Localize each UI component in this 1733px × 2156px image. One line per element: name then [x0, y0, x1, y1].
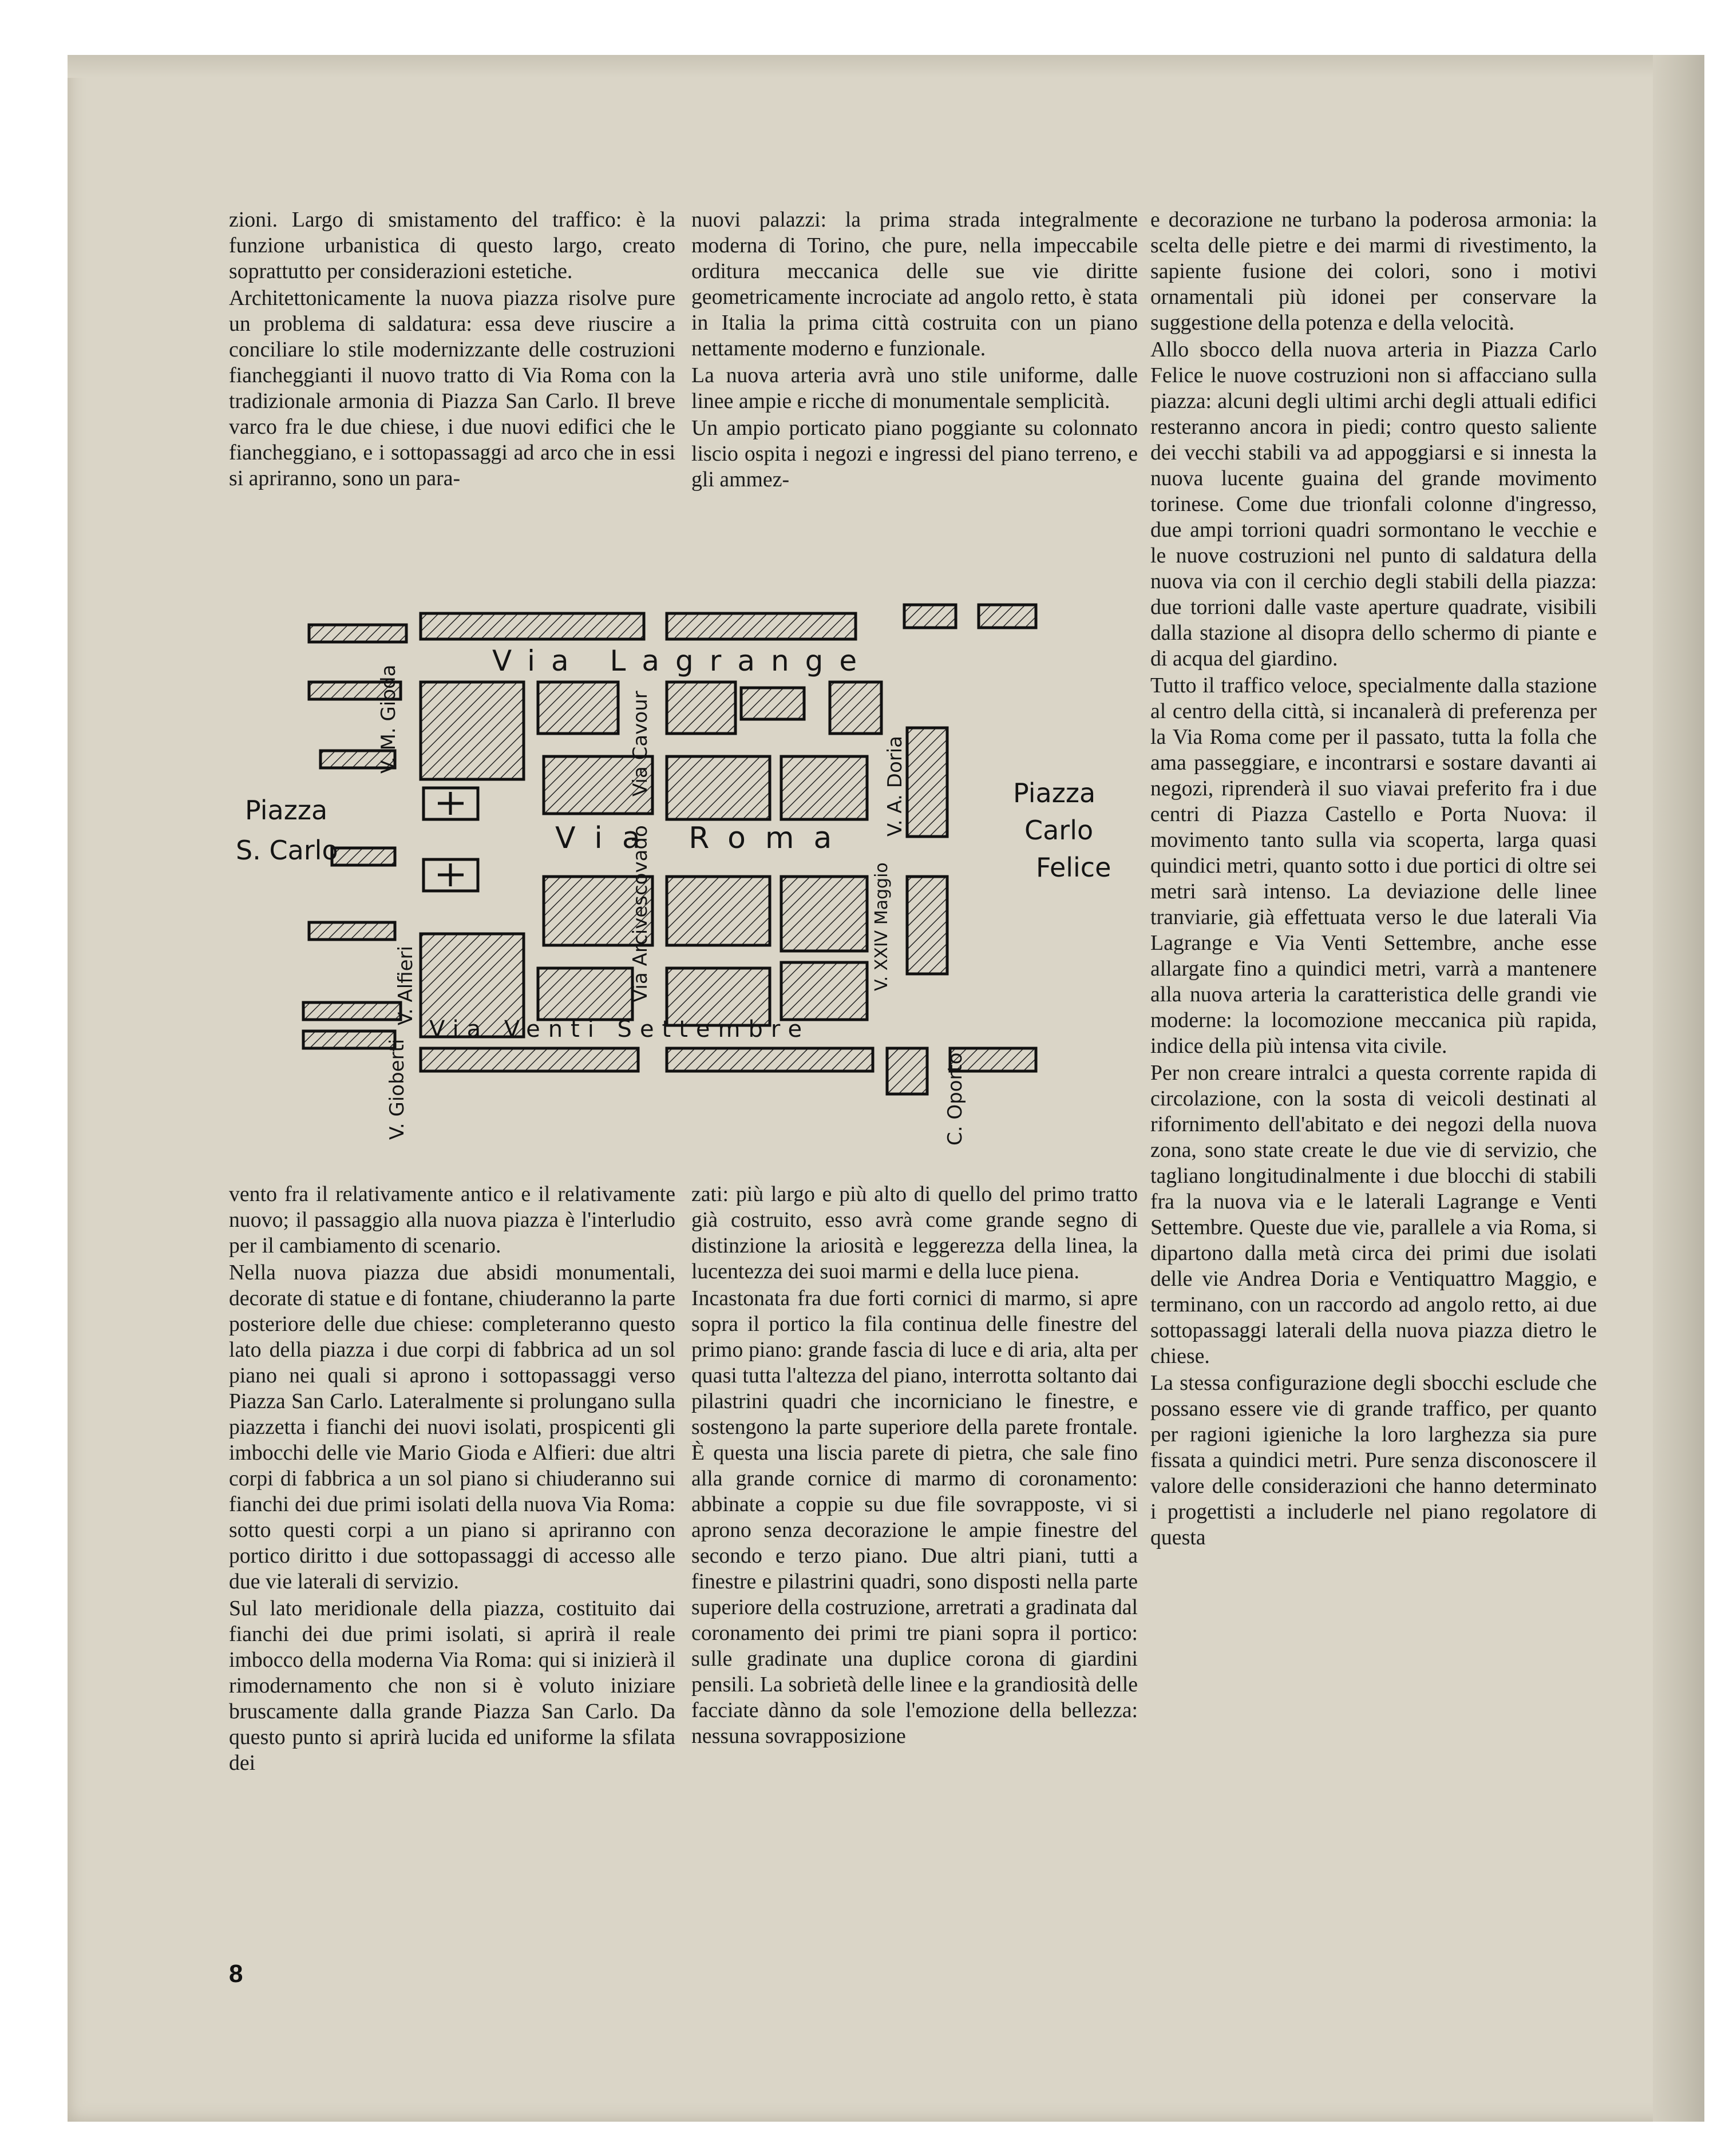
paragraph: Per non creare intralci a questa corrente rapida di circolazione, con la sosta di veicoli destinati al rifornimento dell'abitato e dei negozi della nuova zona, sono state create le due vie di servizio, che tagliano longitudinalmente i due blocchi di stabili fra la nuova via e le laterali Lagrange e Venti Settembre. Queste due vie, parallele a via Roma, si dipartono dalla metà circa dei primi due isolati delle vie Andrea Doria e Ventiquattro Maggio, e terminano, con un raccordo ad angolo retto, ai due sottopassaggi laterali della nuova piazza dietro le chiese. — [1150, 1061, 1597, 1368]
paragraph: nuovi palazzi: la prima strada integralmente moderna di Torino, che pure, nella impeccabile orditura meccanica delle sue vie diritte geometricamente incrociate ad angolo retto, è stata in Italia la prima città costruita con un piano nettamente moderno e funzionale. — [691, 208, 1138, 360]
paragraph: Architettonicamente la nuova piazza risolve pure un problema di saldatura: essa deve riuscire a conciliare lo stile modernizzante delle costruzioni fiancheggianti il nuovo tratto di Via Roma con la tradizionale armonia di Piazza San Carlo. Il breve varco fra le due chiese, i due nuovi edifici che le fiancheggiano, e i sottopassaggi ad arco che in essi si apriranno, sono un para- — [229, 286, 675, 490]
column-2-top — [691, 207, 1138, 550]
street-map-sketch — [223, 579, 1145, 1168]
paragraph: Incastonata fra due forti cornici di marmo, si apre sopra il portico la fila continua delle finestre del primo piano: grande fascia di luce e di aria, alta per quasi tutta l'altezza del piano, interrotta soltanto dai pilastrini quadri che incorniciano le finestre, e sostengono la parte superiore della parete frontale. È questa una liscia parete di pietra, che sale fino alla grande cornice di marmo di coronamento: abbinate a coppie su due file sovrapposte, vi si aprono senza decorazione le ampie finestre del secondo e terzo piano. Due altri piani, tutti a finestre e pilastrini quadri, sono disposti nella parte superiore della costruzione, arretrati a gradinata dal coronamento dei primi tre piani sopra il portico: sulle gradinate una duplice corona di giardini pensili. La sobrietà delle linee e la grandiosità delle facciate dànno da sole l'emozione della bellezza: nessuna sovrapposizione — [691, 1286, 1138, 1748]
map-label-piazza-cf-1: Piazza — [1013, 778, 1096, 808]
map-label-vertical-street: Via Arcivescovado — [629, 825, 652, 1002]
map-label-piazza-sc-2: S. Carlo — [236, 835, 338, 866]
page-number: 8 — [229, 1960, 243, 1988]
map-label-vertical-street: V. M. Gioda — [377, 664, 400, 774]
paragraph: zati: più largo e più alto di quello del primo tratto già costruito, esso avrà come grande segno di distinzione la ariosità e leggerezza della linea, la lucentezza dei suoi marmi e della luce piena. — [691, 1182, 1138, 1283]
paragraph: Allo sbocco della nuova arteria in Piazza Carlo Felice le nuove costruzioni non si affacciano sulla piazza: alcuni degli ultimi archi degli attuali edifici resteranno ancora in piedi; contro questo saliente dei vecchi stabili va ad appoggiarsi e si innesta la nuova lucente guaina del grande movimento torinese. Come due trionfali colonne d'ingresso, due ampi torrioni quadri sormontano le vecchie e le nuove costruzioni nel punto di saldatura della nuova via con il cerchio degli stabili della piazza: due torrioni dalle vaste aperture quadrate, visibili dalla stazione al disopra dello schermo di piante e di acqua del giardino. — [1150, 338, 1597, 671]
column-1-bottom — [229, 1182, 675, 1820]
column-2-bottom — [691, 1182, 1138, 1820]
column-1-top — [229, 207, 675, 579]
map-label-piazza-cf-3: Felice — [1036, 852, 1111, 883]
paragraph: Sul lato meridionale della piazza, costituito dai fianchi dei due primi isolati, si aprirà il reale imbocco della moderna Via Roma: qui si inizierà il rimodernamento che non si è voluto iniziare bruscamente dalla grande Piazza San Carlo. Da questo punto si aprirà lucida ed uniforme la sfilata dei — [229, 1596, 675, 1775]
paragraph: vento fra il relativamente antico e il relativamente nuovo; il passaggio alla nuova piazza è l'interludio per il cambiamento di scenario. — [229, 1182, 675, 1258]
paragraph: zioni. Largo di smistamento del traffico: è la funzione urbanistica di questo largo, creato soprattutto per considerazioni estetiche. — [229, 208, 675, 283]
paragraph: Nella nuova piazza due absidi monumentali, decorate di statue e di fontane, chiuderanno la parte posteriore delle due chiese: completeranno questo lato della piazza i due corpi di fabbrica ad un sol piano nei quali si aprono i sottopassaggi verso Piazza San Carlo. Lateralmente si prolungano sulla piazzetta i fianchi dei nuovi isolati, prospicenti gli imbocchi delle vie Mario Gioda e Alfieri: due altri corpi di fabbrica a un sol piano si chiuderanno sui fianchi dei due primi isolati della nuova Via Roma: sotto questi corpi a un piano si apriranno con portico diritto i due sottopassaggi di accesso alle due vie laterali di servizio. — [229, 1261, 675, 1594]
page-top-edge — [68, 55, 1704, 78]
paragraph: Un ampio porticato piano poggiante su colonnato liscio ospita i negozi e ingressi del piano terreno, e gli ammez- — [691, 416, 1138, 492]
map-label-via-venti-settembre: Via Venti Settembre — [429, 1016, 810, 1043]
map-label-piazza-cf-2: Carlo — [1024, 815, 1094, 846]
map-label-vertical-street: V. Gioberti — [386, 1039, 409, 1140]
paragraph: e decorazione ne turbano la poderosa armonia: la scelta delle pietre e dei marmi di rivestimento, la sapiente fusione dei colori, sono i motivi ornamentali più idonei per conservare la suggestione della potenza e della velocità. — [1150, 208, 1597, 335]
map-church-markers — [424, 788, 478, 891]
map-label-vertical-street: V. Alfieri — [394, 946, 417, 1025]
map-label-via-roma: Via Roma — [555, 821, 852, 855]
paragraph: Tutto il traffico veloce, specialmente dalla stazione al centro della città, si incanalerà di preferenza per la Via Roma come per il passato, tutta la folla che ama passeggiare, e incontrarsi e sostare davanti ai negozi, riprenderà il suo viavai preferito fra i due centri di Piazza Castello e Porta Nuova: il movimento tanto sulla via scoperta, larga quasi quindici metri, quanto sotto i due portici di oltre sei metri sarà intenso. La deviazione delle linee tranviarie, già effettuata verso le due laterali Via Lagrange e Via Venti Settembre, anche esse allargate fino a quindici metri, varrà a mantenere alla nuova arteria la caratteristica delle grandi vie moderne: la locomozione meccanica più rapida, indice della più intensa vita civile. — [1150, 673, 1597, 1058]
map-label-piazza-sc-1: Piazza — [245, 795, 328, 826]
column-3 — [1150, 207, 1597, 1909]
binding-fold — [1653, 55, 1704, 2122]
map-label-vertical-street: Via Cavour — [629, 691, 652, 796]
map-label-via-lagrange: Via Lagrange — [492, 644, 873, 677]
map-label-vertical-street: V. XXIV Maggio — [872, 862, 892, 991]
paragraph: La stessa configurazione degli sbocchi esclude che possano essere vie di grande traffico, per quanto per ragioni igieniche la loro larghezza sia pure fissata a quindici metri. Pure senza disconoscere il valore delle considerazioni che hanno determinato i progettisti a includerle nel piano regolatore di questa — [1150, 1371, 1597, 1549]
map-label-vertical-street: V. A. Doria — [884, 735, 907, 837]
paragraph: La nuova arteria avrà uno stile uniforme, dalle linee ampie e ricche di monumentale semplicità. — [691, 363, 1138, 413]
map-label-vertical-street: C. Oporto — [944, 1052, 967, 1146]
